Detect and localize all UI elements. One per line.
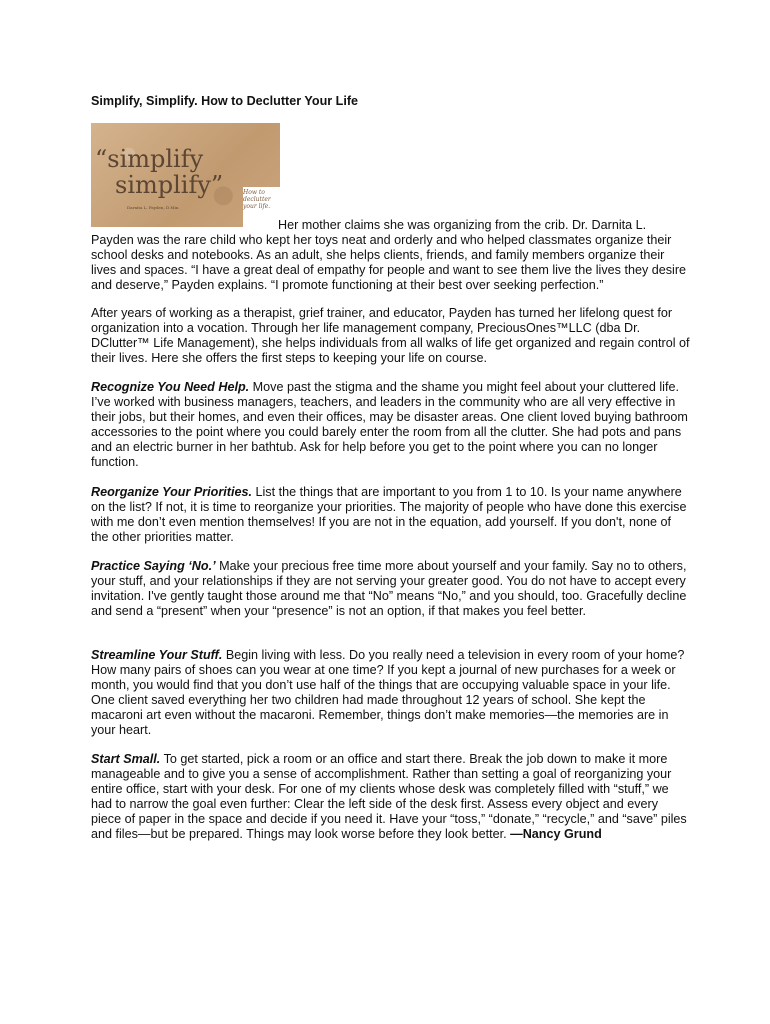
paragraph-body: To get started, pick a room or an office and start there. Break the job down to make it more manageable and to give you a sense of accomplishment. Rather than setting a goal of reorganizing your entire office, start with your desk. For one of my clients whose desk was completely filled with “stuff,” we had to narrow the goal even further: Clear the left side of the desk first. Assess every object and every piece of paper in the space and decide if you need it. Have your “toss,” “donate,” “recycle,” and “save” piles and files—but be prepared. Things may look worse before they look better. (91, 752, 687, 841)
paragraph-reorganize-priorities (91, 485, 691, 545)
paragraph-recognize-help (91, 380, 691, 470)
paragraph-body: Move past the stigma and the shame you might feel about your cluttered life. I’ve worked with business managers, teachers, and leaders in the community who are all very effective in their jobs, but their homes, and even their offices, may be disaster areas. One client loved buying bathroom accessories to the point where you could barely enter the room from all the clutter. She had pots and pans and an electric burner in her bathtub. Ask for help before you get to the point where you can no longer function. (91, 380, 688, 469)
paragraph-body: After years of working as a therapist, grief trainer, and educator, Payden has turned her lifelong quest for organization into a vocation. Through her life management company, PreciousOnes™LLC (dba Dr. DClutter™ Life Management), she helps individuals from all walks of life get organized and regain control of their lives. Here she offers the first steps to keeping your life on course. (91, 306, 690, 365)
book-cover-image (91, 123, 280, 227)
paragraph-streamline-stuff (91, 648, 691, 738)
book-cover-caption: How to declutter your life. (243, 189, 271, 210)
book-cover-subtitle: Darnita L. Payden, D.Min. (127, 205, 180, 210)
paragraph-body: Begin living with less. Do you really need a television in every room of your home? How many pairs of shoes can you wear at one time? If you kept a journal of new purchases for a week or month, you would find that you don’t use half of the things that are occupying valuable space in your life. One client saved everything her two children had made throughout 12 years of school. She kept the macaroni art even without the macaroni. Remember, things don’t make memories—the memories are in your heart. (91, 648, 685, 737)
author-signature: —Nancy Grund (510, 827, 602, 841)
paragraph-lead: Reorganize Your Priorities. (91, 485, 252, 499)
paragraph-body: Her mother claims she was organizing from the crib. Dr. Darnita L. Payden was the rare child who kept her toys neat and orderly and who helped classmates organize their school desks and notebooks. As an adult, she helps clients, friends, and family members organize their lives and spaces. “I have a great deal of empathy for people and want to see them live the lives they desire and deserve,” Payden explains. “I promote functioning at their best over seeking perfection.” (91, 218, 687, 292)
paragraph-lead: Practice Saying ‘No.’ (91, 559, 216, 573)
paragraph-lead: Start Small. (91, 752, 161, 766)
paragraph-start-small (91, 752, 691, 842)
paragraph-lead: Streamline Your Stuff. (91, 648, 223, 662)
paragraph-intro (91, 218, 691, 293)
paragraph-lead: Recognize You Need Help. (91, 380, 250, 394)
paragraph-body: Make your precious free time more about yourself and your family. Say no to others, your stuff, and your relationships if they are not serving your greater good. You do not have to accept every invitation. I've gently taught those around me that “No” means “No,” and you should, too. Gracefully decline and send a “present” when your “presence” is not an option, if that makes you feel better. (91, 559, 687, 618)
paragraph-body: List the things that are important to you from 1 to 10. Is your name anywhere on the list? If not, it is time to reorganize your priorities. The majority of people who have done this exercise with me don’t even mention themselves! If you are not in the equation, add yourself. If you don't, none of the other priorities matter. (91, 485, 687, 544)
article-title: Simplify, Simplify. How to Declutter Your Life (91, 94, 359, 108)
paragraph-background (91, 306, 691, 366)
book-cover-word-2: simplify” (115, 171, 224, 199)
book-cover-word-1: “simplify (95, 145, 204, 173)
paragraph-saying-no (91, 559, 691, 619)
